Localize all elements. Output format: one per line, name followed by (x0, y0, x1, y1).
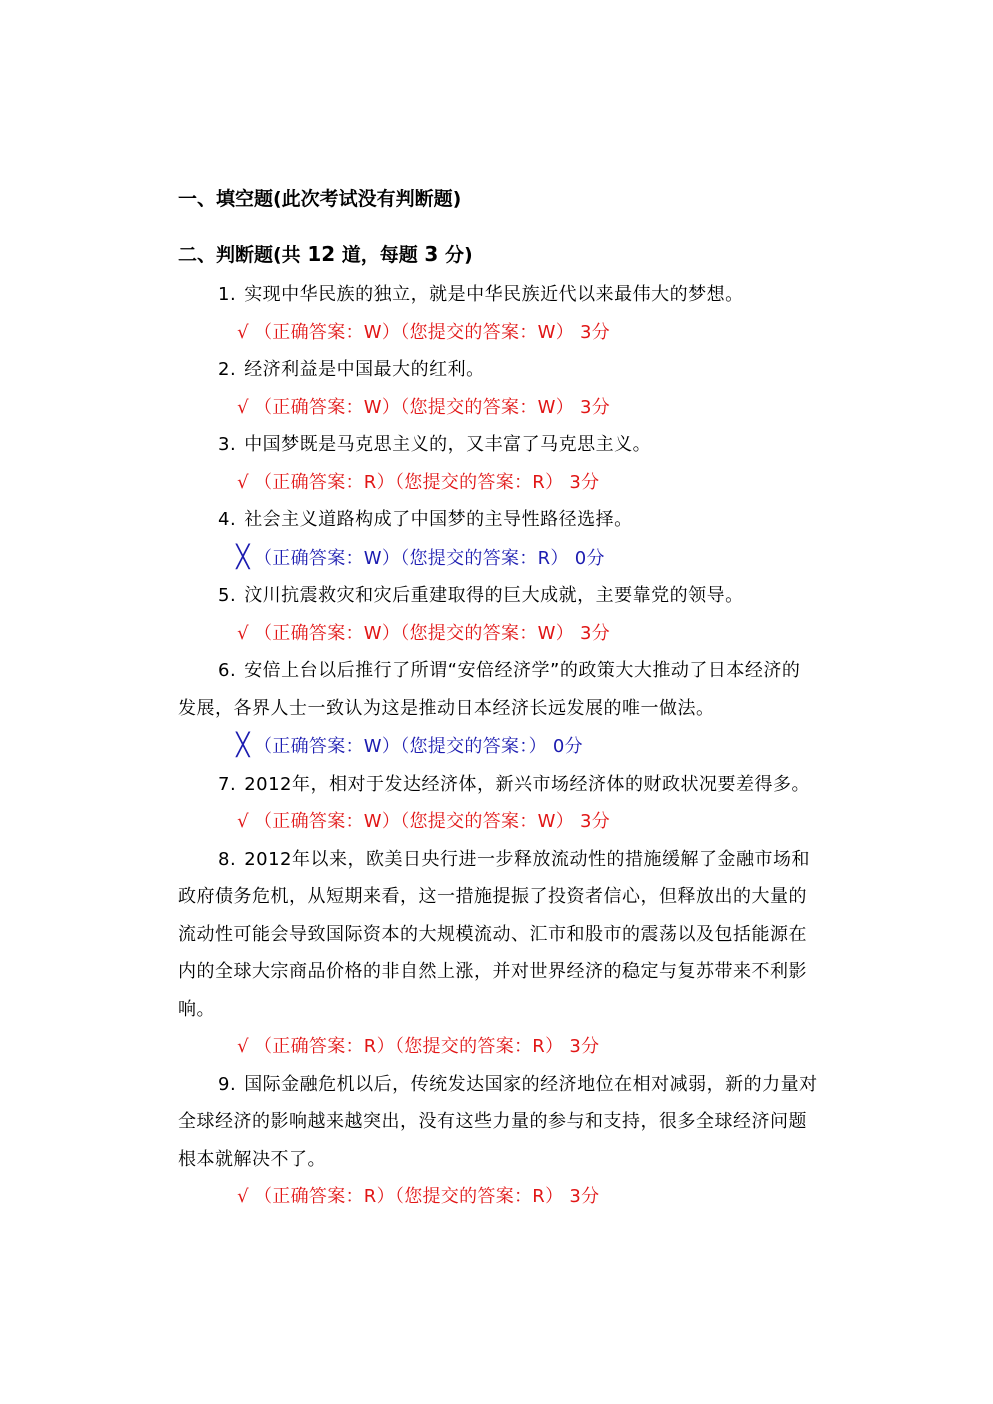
question-number: 2. (218, 359, 237, 380)
question-body: 国际金融危机以后，传统发达国家的经济地位在相对减弱，新的力量对全球经济的影响越来越突出，没有这些力量的参与和支持，很多全球经济问题根本就解决不了。 (178, 1073, 818, 1170)
points-per-question: 3 (424, 242, 439, 266)
question-body: 实现中华民族的独立，就是中华民族近代以来最伟大的梦想。 (244, 284, 744, 305)
question-count: 12 (307, 242, 336, 266)
question-text (178, 351, 818, 389)
result-line (178, 539, 818, 578)
question-text (178, 276, 818, 314)
question-item (178, 766, 818, 841)
question-body: 中国梦既是马克思主义的，又丰富了马克思主义。 (244, 434, 652, 455)
question-list (178, 276, 818, 1216)
question-number: 1. (218, 284, 237, 305)
answer-feedback: （正确答案：W）（您提交的答案：W） 3分 (254, 321, 611, 343)
section-true-false-title (178, 240, 473, 267)
question-number: 8. (218, 848, 237, 870)
question-item (178, 501, 818, 577)
question-item (178, 577, 818, 652)
result-line (178, 314, 818, 352)
answer-feedback: （正确答案：W）（您提交的答案：） 0分 (254, 736, 583, 757)
check-icon: √ (237, 1036, 249, 1057)
answer-feedback: （正确答案：R）（您提交的答案：R） 3分 (254, 471, 600, 493)
answer-feedback: （正确答案：W）（您提交的答案：R） 0分 (254, 547, 605, 569)
question-body: 2012年，相对于发达经济体，新兴市场经济体的财政状况要差得多。 (244, 773, 810, 795)
question-item (178, 841, 818, 1066)
question-body: 2012年以来，欧美日央行进一步释放流动性的措施缓解了金融市场和政府债务危机，从短期来看，这一措施提振了投资者信心，但释放出的大量的流动性可能会导致国际资本的大规模流动、汇市和股市的震荡以及包括能源在内的全球大宗商品价格的非自然上涨，并对世界经济的稳定与复苏带来不利影响。 (178, 848, 810, 1020)
result-line (178, 803, 818, 841)
result-line (178, 727, 818, 766)
question-number: 6. (218, 660, 237, 681)
question-text (178, 766, 818, 804)
question-number: 3. (218, 434, 237, 455)
question-text (178, 1066, 818, 1179)
question-item (178, 1066, 818, 1216)
question-text (178, 501, 818, 539)
result-line (178, 1028, 818, 1066)
question-text (178, 426, 818, 464)
question-body: 社会主义道路构成了中国梦的主导性路径选择。 (244, 509, 633, 530)
question-item (178, 652, 818, 766)
section-fill-in-title (178, 184, 461, 211)
question-number: 7. (218, 773, 237, 795)
answer-feedback: （正确答案：W）（您提交的答案：W） 3分 (254, 396, 611, 418)
question-item (178, 276, 818, 351)
question-body: 安倍上台以后推行了所谓“安倍经济学”的政策大大推动了日本经济的发展，各界人士一致认为这是推动日本经济长远发展的唯一做法。 (178, 660, 801, 719)
result-line (178, 389, 818, 427)
answer-feedback: （正确答案：W）（您提交的答案：W） 3分 (254, 811, 611, 832)
answer-feedback: （正确答案：R）（您提交的答案：R） 3分 (254, 1186, 600, 1207)
check-icon: √ (237, 811, 249, 832)
question-body: 经济利益是中国最大的红利。 (244, 359, 485, 380)
question-text (178, 652, 818, 727)
section-true-false-prefix: 二、判断题(共 (178, 244, 301, 266)
question-number: 5. (218, 585, 237, 606)
question-number: 4. (218, 509, 237, 530)
question-text (178, 841, 818, 1029)
cross-icon: ╳ (236, 544, 250, 570)
check-icon: √ (237, 396, 249, 418)
question-item (178, 426, 818, 501)
check-icon: √ (237, 321, 249, 343)
answer-feedback: （正确答案：R）（您提交的答案：R） 3分 (254, 1036, 600, 1057)
result-line (178, 615, 818, 653)
check-icon: √ (237, 622, 249, 644)
check-icon: √ (237, 471, 249, 493)
question-number: 9. (218, 1073, 237, 1095)
answer-feedback: （正确答案：W）（您提交的答案：W） 3分 (254, 622, 611, 644)
result-line (178, 1178, 818, 1216)
check-icon: √ (237, 1186, 249, 1207)
section-fill-in-title-text: 一、填空题(此次考试没有判断题) (178, 188, 462, 210)
section-true-false-suffix: 分) (444, 244, 473, 266)
result-line (178, 464, 818, 502)
question-text (178, 577, 818, 615)
cross-icon: ╳ (236, 733, 250, 758)
question-item (178, 351, 818, 426)
question-body: 汶川抗震救灾和灾后重建取得的巨大成就，主要靠党的领导。 (244, 585, 744, 606)
section-true-false-mid: 道，每题 (341, 244, 418, 266)
